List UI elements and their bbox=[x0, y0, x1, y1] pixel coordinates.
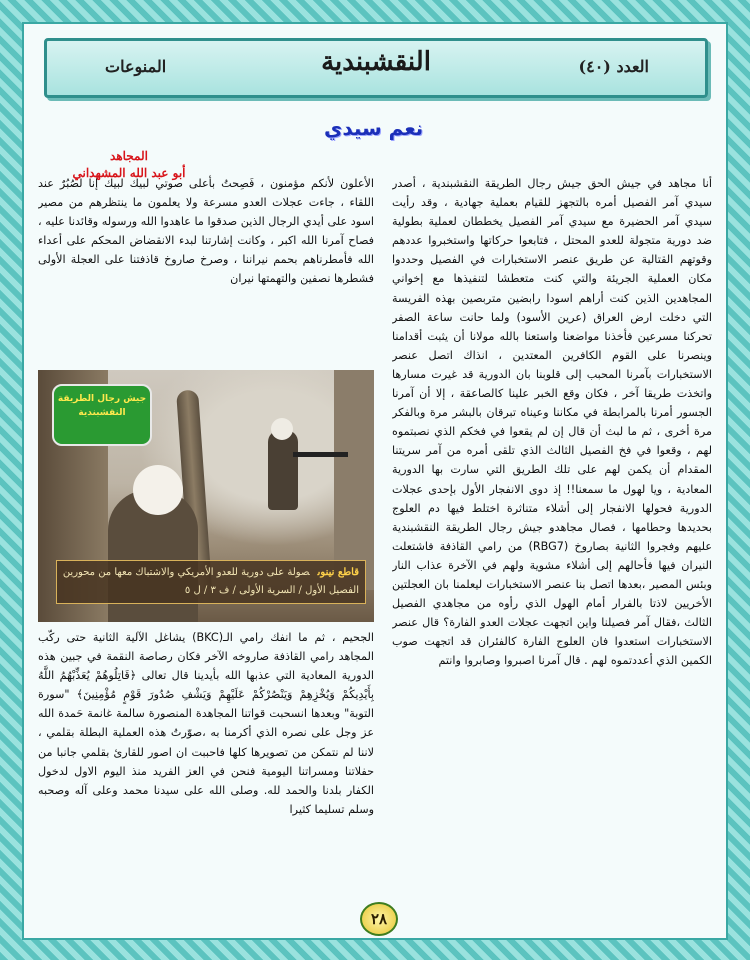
section-name: المنوعات bbox=[105, 57, 167, 76]
magazine-title: النقشبندية bbox=[321, 47, 431, 77]
author-rank: المجاهد bbox=[110, 149, 148, 163]
photo-logo: جيش رجال الطريقة النقشبندية bbox=[52, 384, 152, 446]
author-name: أبو عبد الله المشهداني bbox=[72, 166, 186, 180]
page-content bbox=[22, 22, 728, 940]
photo-tree bbox=[334, 370, 374, 590]
article-title: نعم سيدي bbox=[324, 116, 424, 140]
page-number: ٢٨ bbox=[360, 902, 398, 936]
caption-line-1 bbox=[63, 564, 359, 582]
article-photo bbox=[38, 370, 374, 622]
caption-label: قاطع نينوى bbox=[317, 567, 359, 578]
issue-number: العدد (٤٠) bbox=[578, 57, 649, 76]
article-column-left-bottom: الجحيم ، ثم ما انفك رامي الـ(BKC) يشاغل الآلية الثانية حتى ركّب المجاهد رامي القاذفة صاروخه الآخر فكان رصاصة النقمة في جبين هذه الدورية المعادية التي عذبها الله بأيدينا قال تعالى ﴿قَاتِلُوهُمْ يُعَذِّبْهُمُ اللَّهُ بِأَيْدِيكُمْ وَيُخْزِهِمْ وَيَنْصُرْكُمْ عَلَيْهِمْ وَيَشْفِ صُدُورَ قَوْمٍ مُؤْمِنِينَ﴾ "سورة التوبة" وبعدها انسحبت قواتنا المجاهدة المنصورة سالمة غانمة حَمدة الله عز وجل على نصره الذي أكرمنا به ،صوّرتُ هذه العملية البطلة بقلمي ، لاننا لم نتمكن من تصويرها كلها فاحببت ان اصور للقارئ بقلمي جانبا من حفلاتنا ومسراتنا اليومية فنحن في العز الفريد منذ اليوم الاول لدخول الكفار بلدنا والحمد لله. وصلى الله على سيدنا محمد وعلى آله وصحبه وسلم تسليما كثيرا bbox=[38, 631, 374, 816]
photo-caption bbox=[56, 560, 366, 604]
photo-gunman-head bbox=[271, 418, 293, 440]
article-column-left-top: الأعلون لأنكم مؤمنون ، فَصِحتُ بأعلى صوتي لبيك لبيك إنا لصُبُرٌ عند اللقاء ، جاءت عجلات العدو مسرعة ولا يعلمون ما ينتظرهم من مصير اسود على أيدي الرجال الذين صدقوا ما عاهدوا الله ورسوله وقائدنا عليه ، فصاح آمرنا الله اكبر ، وكانت إشارتنا لبدء الانقضاض المحكم على أعداء الله فأمطرناهم بحمم نيراننا ، وصرخ صاروخ قاذفتنا على العجلة الأولى فشطرها نصفين والتهمتها نيران bbox=[38, 177, 374, 286]
caption-line-2: الفصيل الأول / السرية الأولى / ف ٣ / ل ٥ bbox=[184, 585, 359, 596]
photo-gunman bbox=[268, 430, 298, 510]
caption-text-1: صولة على دورية للعدو الأمريكي والاشتباك معها من محورين bbox=[63, 567, 310, 578]
article-column-right: أنا مجاهد في جيش الحق جيش رجال الطريقة النقشبندية ، أصدر سيدي آمر الفصيل أمره بالتجهز للقيام بعملية جهادية ، وقد رأيت سيدي آمر الحضيرة مع سيدي آمر الفصيل يخططان لعملية بطولية ضد دورية متجولة للعدو المحتل ، فتابعوا حركاتها واستخبروا عددهم وقوتهم القتالية عن طريق عنصر الاستخبارات في الفصيل وحددوا مكان العملية الجريئة والتي كنت متعطشا لتنفيذها مع إخواني المجاهدين الذين كنت أراهم اسودا رابضين متربصين بهذه الفريسة التي دخلت ارض العراق (عرين الأسود) ولما حانت ساعة الصفر تحركنا مسرعين فأخذنا مواضعنا واستعنا بالله مولانا أن يثبت أقدامنا وينصرنا على القوم الكافرين المعتدين ، انذاك اتصل عنصر الاستخبارات بآمرنا المحبب إلى قلوبنا بان الدورية قد غيرت مسارها واتخذت طريقا آخر ، فكان وقع الخبر علينا كالصاعقة ، إلا أن آمرنا الجسور أمرنا بالمرابطة في مكاننا وعيناه تبرقان بالبشر مرة وبالفكر مرة أخرى ، ثم ما لبث أن قال إن لم يقعوا في فخكم الذي نصبتموه لهم ، وقعوا في فخ الفصيل الثالث الذي تلقى أمره من آمر سريتنا المقدام أن يكمن لهم على تلك الطريق التي سارت بها الدورية المعادية ، ويا لهول ما سمعنا!! إذ دوى الانفجار الأول بإحدى عجلات الدورية فحولها الانفجار إلى أشلاء متناثرة اختلط فيها دم العلوج بحديدها وحطامها ، فصال مجاهدو جيش رجال الطريقة النقشبندية عليهم وفجروا الثانية بصاروخ (RBG7) من رامي القاذفة فاشتعلت النيران فيها فأحالهم إلى أشلاء مشوية ولهم في الآخرة عذاب النار وبئس المصير ،بعدها اتصل بنا عنصر الاستخبارات ليعلمنا بان العجلتين الأخريين لاذتا بالفرار أمام الهول الذي رأوه من مجاهدي الفصيل الثالث ،فقال آمر فصيلنا واين اتجهت عجلات العدو الفارة؟ قال عنصر الاستخبارات استعدوا فان العلوج الفارة كالفئران قد اتجهت صوب الكمين الذي أعددتموه لهم . قال آمرنا اصبروا وصابروا وانتم bbox=[392, 177, 712, 668]
photo-fighter-head bbox=[133, 465, 183, 515]
photo-rifle bbox=[293, 452, 348, 457]
magazine-header bbox=[44, 38, 708, 98]
